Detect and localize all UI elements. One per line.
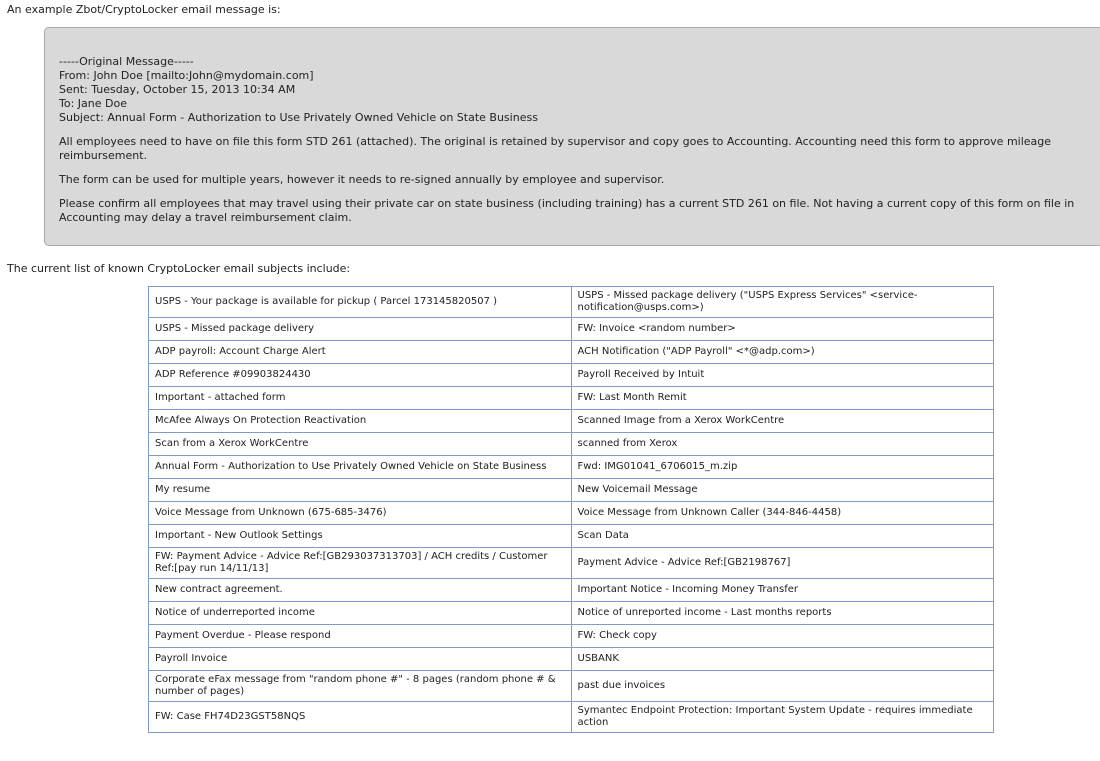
subject-cell: FW: Payment Advice - Advice Ref:[GB293037313703] / ACH credits / Customer Ref:[pay run 14/11/13] — [149, 548, 572, 579]
table-row — [149, 671, 994, 702]
table-row — [149, 479, 994, 502]
subject-cell: ADP payroll: Account Charge Alert — [149, 341, 572, 364]
subject-cell: Important Notice - Incoming Money Transfer — [571, 579, 994, 602]
subject-cell: My resume — [149, 479, 572, 502]
email-header-line: Subject: Annual Form - Authorization to Use Privately Owned Vehicle on State Business — [59, 111, 538, 124]
subject-cell: Important - attached form — [149, 387, 572, 410]
subject-cell: McAfee Always On Protection Reactivation — [149, 410, 572, 433]
subject-cell: New Voicemail Message — [571, 479, 994, 502]
email-paragraph: Please confirm all employees that may travel using their private car on state business (including training) has a current STD 261 on file. Not having a current copy of this form on file in Accounting may delay a travel reimbursement claim. — [59, 197, 1075, 224]
email-paragraph: The form can be used for multiple years, however it needs to re-signed annually by employee and supervisor. — [59, 173, 665, 186]
subject-cell: FW: Check copy — [571, 625, 994, 648]
subject-cell: Payment Advice - Advice Ref:[GB2198767] — [571, 548, 994, 579]
table-row — [149, 548, 994, 579]
subject-cell: Scan Data — [571, 525, 994, 548]
example-email-box — [44, 27, 1100, 246]
subject-cell: scanned from Xerox — [571, 433, 994, 456]
email-header-line: -----Original Message----- — [59, 55, 194, 68]
intro-text: An example Zbot/CryptoLocker email message is: — [7, 3, 281, 16]
subject-cell: FW: Case FH74D23GST58NQS — [149, 702, 572, 733]
table-row — [149, 341, 994, 364]
table-row — [149, 433, 994, 456]
subject-cell: USPS - Missed package delivery ("USPS Express Services" <service-notification@usps.com>) — [571, 287, 994, 318]
table-row — [149, 525, 994, 548]
subject-cell: Scan from a Xerox WorkCentre — [149, 433, 572, 456]
subject-cell: ADP Reference #09903824430 — [149, 364, 572, 387]
table-row — [149, 287, 994, 318]
subject-cell: USPS - Missed package delivery — [149, 318, 572, 341]
subjects-table — [148, 286, 994, 733]
subjects-table-body — [149, 287, 994, 733]
table-row — [149, 625, 994, 648]
subject-cell: Symantec Endpoint Protection: Important System Update - requires immediate action — [571, 702, 994, 733]
subject-cell: Voice Message from Unknown (675-685-3476) — [149, 502, 572, 525]
subject-cell: USBANK — [571, 648, 994, 671]
subject-cell: past due invoices — [571, 671, 994, 702]
list-intro-text: The current list of known CryptoLocker email subjects include: — [7, 262, 351, 275]
email-paragraph: All employees need to have on file this form STD 261 (attached). The original is retained by supervisor and copy goes to Accounting. Accounting need this form to approve mileage reimbursement. — [59, 135, 1052, 162]
table-row — [149, 579, 994, 602]
table-row — [149, 387, 994, 410]
subject-cell: New contract agreement. — [149, 579, 572, 602]
subject-cell: Important - New Outlook Settings — [149, 525, 572, 548]
table-row — [149, 648, 994, 671]
subject-cell: Fwd: IMG01041_6706015_m.zip — [571, 456, 994, 479]
subject-cell: FW: Last Month Remit — [571, 387, 994, 410]
table-row — [149, 502, 994, 525]
subject-cell: Notice of unreported income - Last months reports — [571, 602, 994, 625]
subject-cell: Payment Overdue - Please respond — [149, 625, 572, 648]
email-header — [59, 55, 1093, 125]
subject-cell: Scanned Image from a Xerox WorkCentre — [571, 410, 994, 433]
subject-cell: Annual Form - Authorization to Use Privately Owned Vehicle on State Business — [149, 456, 572, 479]
table-row — [149, 602, 994, 625]
table-row — [149, 364, 994, 387]
subject-cell: Payroll Invoice — [149, 648, 572, 671]
email-header-line: From: John Doe [mailto:John@mydomain.com] — [59, 69, 314, 82]
subject-cell: ACH Notification ("ADP Payroll" <*@adp.com>) — [571, 341, 994, 364]
table-row — [149, 456, 994, 479]
table-row — [149, 410, 994, 433]
email-header-line: Sent: Tuesday, October 15, 2013 10:34 AM — [59, 83, 296, 96]
table-row — [149, 702, 994, 733]
subject-cell: FW: Invoice <random number> — [571, 318, 994, 341]
subject-cell: Payroll Received by Intuit — [571, 364, 994, 387]
email-header-line: To: Jane Doe — [59, 97, 127, 110]
subject-cell: Notice of underreported income — [149, 602, 572, 625]
subject-cell: Voice Message from Unknown Caller (344-846-4458) — [571, 502, 994, 525]
subject-cell: Corporate eFax message from "random phone #" - 8 pages (random phone # & number of pages) — [149, 671, 572, 702]
table-row — [149, 318, 994, 341]
subject-cell: USPS - Your package is available for pickup ( Parcel 173145820507 ) — [149, 287, 572, 318]
